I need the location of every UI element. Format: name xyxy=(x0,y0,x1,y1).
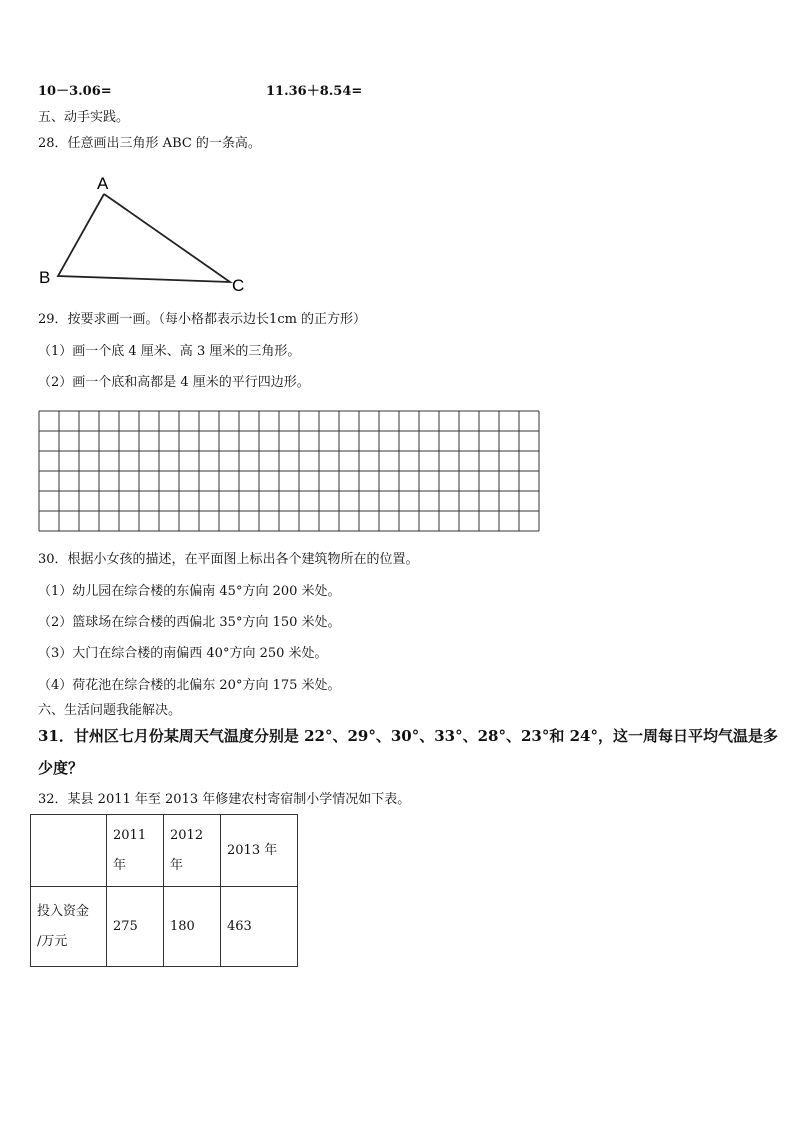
table-row-label: 投入资金 /万元 xyxy=(31,887,107,967)
table-header-2011: 2011 年 xyxy=(107,815,164,887)
vertex-label-c: C xyxy=(232,276,245,295)
q30-text: 30．根据小女孩的描述，在平面图上标出各个建筑物所在的位置。 xyxy=(38,552,419,567)
table-cell-2012: 180 xyxy=(164,887,221,967)
q30-item-2: （2）篮球场在综合楼的西偏北 35°方向 150 米处。 xyxy=(38,615,341,630)
triangle-abc-figure xyxy=(30,170,260,300)
q30-item-3: （3）大门在综合楼的南偏西 40°方向 250 米处。 xyxy=(38,646,328,661)
section-6-title: 六、生活问题我能解决。 xyxy=(38,703,182,718)
q31-line-2: 少度？ xyxy=(38,759,84,777)
q29-text: 29．按要求画一画。（每小格都表示边长1cm 的正方形） xyxy=(38,312,367,327)
q30-item-1: （1）幼儿园在综合楼的东偏南 45°方向 200 米处。 xyxy=(38,584,341,599)
table-header-row xyxy=(31,815,298,887)
table-row xyxy=(31,887,298,967)
q30-item-4: （4）荷花池在综合楼的北偏东 20°方向 175 米处。 xyxy=(38,678,341,693)
vertex-label-a: A xyxy=(97,174,109,193)
q32-table xyxy=(30,814,298,967)
vertex-label-b: B xyxy=(39,268,51,287)
q28-text: 28．任意画出三角形 ABC 的一条高。 xyxy=(38,136,261,151)
calc-expr-2: 11.36＋8.54= xyxy=(266,84,363,99)
table-header-2012: 2012 年 xyxy=(164,815,221,887)
q29-sub-2: （2）画一个底和高都是 4 厘米的平行四边形。 xyxy=(38,375,310,390)
table-header-2013: 2013 年 xyxy=(221,815,298,887)
drawing-grid[interactable] xyxy=(38,410,540,532)
q29-sub-1: （1）画一个底 4 厘米、高 3 厘米的三角形。 xyxy=(38,344,301,359)
section-5-title: 五、动手实践。 xyxy=(38,110,130,125)
q31-line-1: 31．甘州区七月份某周天气温度分别是 22°、29°、30°、33°、28°、23°和 24°，这一周每日平均气温是多 xyxy=(38,727,778,745)
table-cell-2011: 275 xyxy=(107,887,164,967)
table-corner-cell xyxy=(31,815,107,887)
table-cell-2013: 463 xyxy=(221,887,298,967)
calc-expr-1: 10－3.06= xyxy=(38,84,112,99)
q32-text: 32．某县 2011 年至 2013 年修建农村寄宿制小学情况如下表。 xyxy=(38,792,411,807)
